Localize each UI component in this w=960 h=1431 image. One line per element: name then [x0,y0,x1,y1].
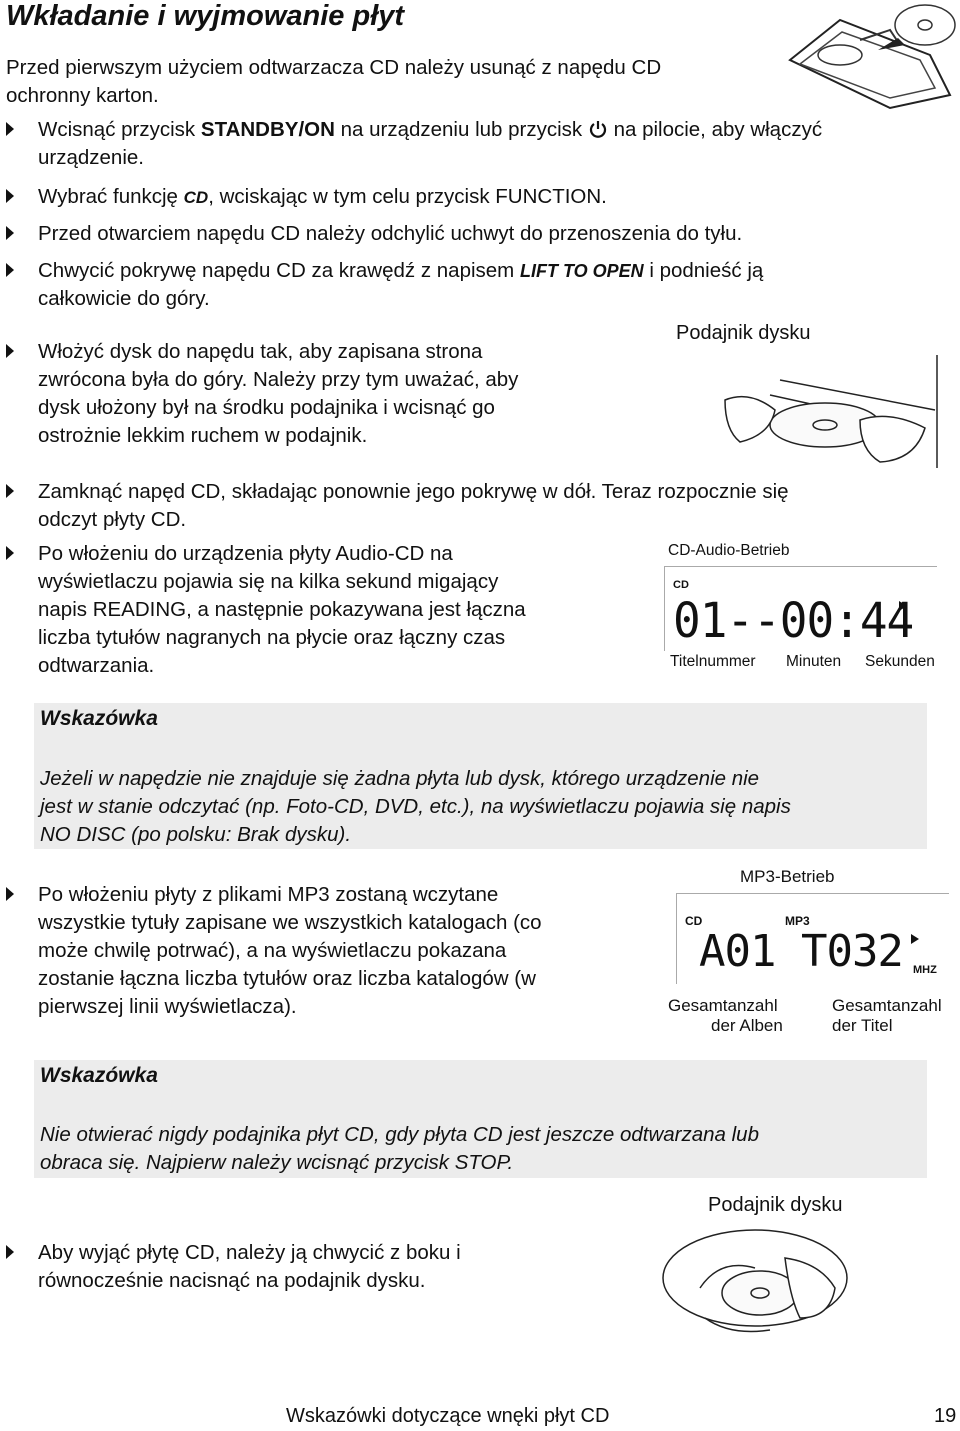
lcd-mp3-digits: A01 T032 [699,926,903,977]
cd-drive-illustration [780,0,960,110]
step-8-line-4: zostanie łączna liczba tytułów oraz liczba katalogów (w [38,967,536,990]
step-9-line-2: równocześnie nacisnąć na podajnik dysku. [38,1269,426,1292]
triangle-right-icon [6,189,14,203]
note-1-line-1: Jeżeli w napędzie nie znajduje się żadna płyta lub dysk, którego urządzenie nie [40,767,760,790]
lcd-audio-label-track: Titelnummer [670,653,756,670]
lcd-audio-title: CD-Audio-Betrieb [668,542,790,559]
step-5-line-2: zwrócona była do góry. Należy przy tym uważać, aby [38,368,519,391]
step-1-line-2: urządzenie. [38,146,144,169]
note-2-line-1: Nie otwierać nigdy podajnika płyt CD, gdy płyta CD jest jeszcze odtwarzana lub [40,1123,759,1146]
lcd-mp3-label-left-2: der Alben [711,1016,783,1035]
step-5-line-4: ostrożnie lekkim ruchem w podajnik. [38,424,368,447]
step-2: Wybrać funkcję CD, wciskając w tym celu przycisk FUNCTION. [38,185,607,208]
note-box-1 [34,703,927,849]
triangle-right-icon [6,1245,14,1259]
step-7-line-2: wyświetlaczu pojawia się na kilka sekund migający [38,570,499,593]
lcd-audio-mode: CD [673,579,689,591]
triangle-right-icon [6,887,14,901]
note-box-2 [34,1060,927,1178]
step-4-line-2: całkowicie do góry. [38,287,210,310]
lcd-mp3-label-right-2: der Titel [832,1016,893,1035]
step-4-line-1: Chwycić pokrywę napędu CD za krawędź z napisem LIFT TO OPEN i podnieść ją [38,259,764,282]
note-2-line-2: obraca się. Najpierw należy wcisnąć przycisk STOP. [40,1151,514,1174]
step-8-line-5: pierwszej linii wyświetlacza). [38,995,297,1018]
disc-insert-illustration [720,350,960,470]
step-9-line-1: Aby wyjąć płytę CD, należy ją chwycić z boku i [38,1241,461,1264]
tray-label-top: Podajnik dysku [676,322,811,344]
triangle-right-icon [6,344,14,358]
note-1-line-2: jest w stanie odczytać (np. Foto-CD, DVD, etc.), na wyświetlaczu pojawia się napis [40,795,791,818]
lcd-audio-label-sec: Sekunden [865,653,935,670]
step-8-line-3: może chwilę potrwać), a na wyświetlaczu pokazana [38,939,507,962]
lcd-mp3-display [676,893,949,984]
triangle-right-icon [6,263,14,277]
step-5-line-1: Włożyć dysk do napędu tak, aby zapisana strona [38,340,483,363]
lcd-mp3-mode-cd: CD [685,914,703,928]
lcd-mp3-mode-mp3: MP3 [785,914,810,928]
page-title: Wkładanie i wyjmowanie płyt [6,0,405,32]
step-8-line-1: Po włożeniu płyty z plikami MP3 zostaną wczytane [38,883,499,906]
step-1-line-1: Wcisnąć przycisk STANDBY/ON na urządzeniu lub przycisk na pilocie, aby włączyć [38,118,823,141]
step-5-line-3: dysk ułożony był na środku podajnika i wcisnąć go [38,396,495,419]
play-icon [911,934,919,944]
lcd-mp3-label-left-1: Gesamtanzahl [668,996,778,1015]
power-icon [588,119,608,139]
triangle-right-icon [6,546,14,560]
lcd-mp3-label-right-1: Gesamtanzahl [832,996,942,1015]
intro-line-2: ochronny karton. [6,84,159,107]
triangle-right-icon [6,226,14,240]
step-7-line-4: liczba tytułów nagranych na płycie oraz łączny czas [38,626,506,649]
disc-remove-illustration [660,1218,870,1348]
play-icon [899,601,907,611]
step-8-line-2: wszystkie tytuły zapisane we wszystkich katalogach (co [38,911,542,934]
page-number: 19 [934,1405,957,1427]
step-7-line-1: Po włożeniu do urządzenia płyty Audio-CD na [38,542,453,565]
note-heading: Wskazówka [40,707,158,730]
lcd-audio-digits: 01--00:44 [673,591,914,649]
triangle-right-icon [6,122,14,136]
lcd-audio-label-min: Minuten [786,653,842,670]
step-6-line-2: odczyt płyty CD. [38,508,187,531]
step-6-line-1: Zamknąć napęd CD, składając ponownie jego pokrywę w dół. Teraz rozpocznie się [38,480,789,503]
lcd-mp3-title: MP3-Betrieb [740,867,835,886]
footer-text: Wskazówki dotyczące wnęki płyt CD [286,1405,610,1427]
tray-label-bottom: Podajnik dysku [708,1194,843,1216]
step-7-line-5: odtwarzania. [38,654,155,677]
triangle-right-icon [6,484,14,498]
step-3: Przed otwarciem napędu CD należy odchylić uchwyt do przenoszenia do tyłu. [38,222,743,245]
note-1-line-3: NO DISC (po polsku: Brak dysku). [40,823,352,846]
step-7-line-3: napis READING, a następnie pokazywana jest łączna [38,598,526,621]
lcd-audio-display [664,566,937,651]
note-heading: Wskazówka [40,1064,158,1087]
intro-line-1: Przed pierwszym użyciem odtwarzacza CD należy usunąć z napędu CD [6,56,662,79]
lcd-mp3-unit: MHZ [913,964,937,976]
